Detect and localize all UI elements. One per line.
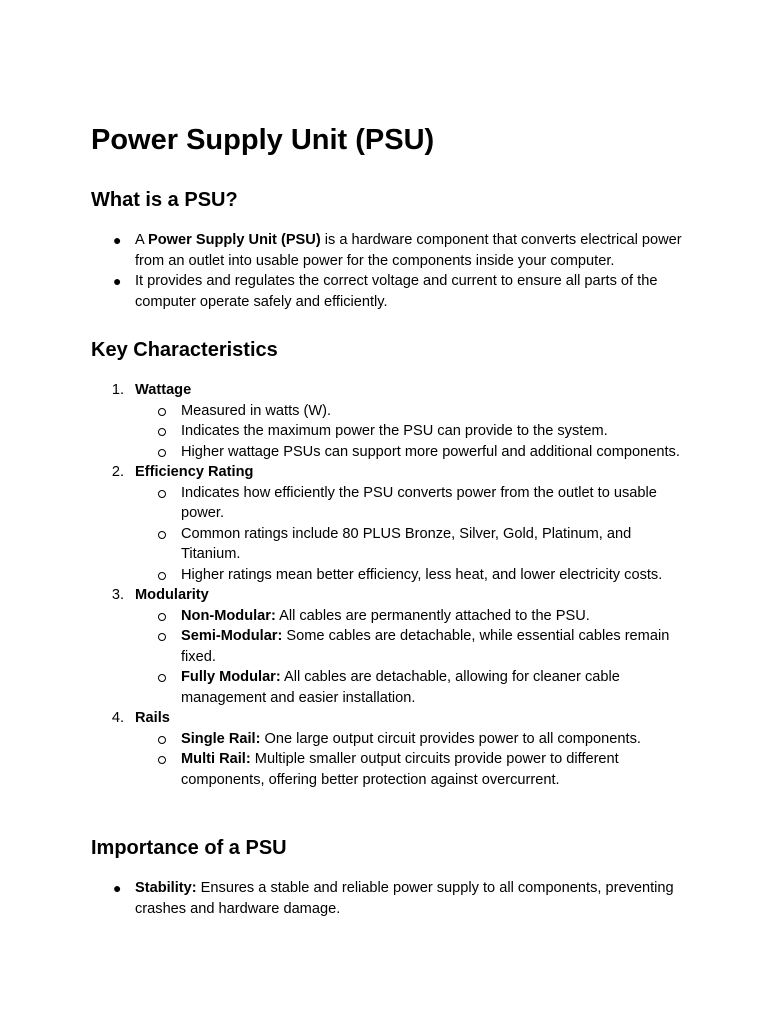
- circle-bullet-icon: [158, 756, 166, 764]
- circle-bullet-icon: [158, 490, 166, 498]
- list-item: ● It provides and regulates the correct voltage and current to ensure all parts of the computer operate safely and efficiently.: [113, 273, 658, 310]
- list-item: ● A Power Supply Unit (PSU) is a hardware component that converts electrical power from an outlet into usable power for the components inside your computer.: [113, 232, 682, 269]
- sub-list-item: Indicates the maximum power the PSU can provide to the system.: [91, 421, 691, 442]
- sub-list-item: Higher ratings mean better efficiency, less heat, and lower electricity costs.: [91, 565, 691, 586]
- page-title: Power Supply Unit (PSU): [91, 124, 435, 156]
- circle-bullet-icon: [158, 613, 166, 621]
- key-list: [91, 380, 691, 790]
- circle-bullet-icon: [158, 531, 166, 539]
- bullet-icon: ●: [113, 880, 122, 896]
- list-number: 4.: [111, 710, 124, 726]
- sub-list-item: Common ratings include 80 PLUS Bronze, Silver, Gold, Platinum, and Titanium.: [91, 524, 691, 565]
- section-heading-importance: Importance of a PSU: [91, 837, 287, 859]
- sub-list-item: Single Rail: One large output circuit provides power to all components.: [91, 729, 691, 750]
- sub-list-item: Measured in watts (W).: [91, 401, 691, 422]
- sub-list-item: Indicates how efficiently the PSU converts power from the outlet to usable power.: [91, 483, 691, 524]
- circle-bullet-icon: [158, 633, 166, 641]
- circle-bullet-icon: [158, 449, 166, 457]
- circle-bullet-icon: [158, 408, 166, 416]
- list-item-rails: 4. Rails: [91, 708, 691, 729]
- list-item-wattage: 1. Wattage: [91, 380, 691, 401]
- bullet-icon: ●: [113, 232, 122, 248]
- list-number: 2.: [111, 464, 124, 480]
- circle-bullet-icon: [158, 736, 166, 744]
- circle-bullet-icon: [158, 674, 166, 682]
- list-item-modularity: 3. Modularity: [91, 585, 691, 606]
- section-heading-what: What is a PSU?: [91, 189, 238, 211]
- list-item: ● Stability: Ensures a stable and reliable power supply to all components, preventing crashes and hardware damage.: [113, 880, 674, 917]
- circle-bullet-icon: [158, 572, 166, 580]
- section-heading-key: Key Characteristics: [91, 339, 278, 361]
- what-list: [91, 230, 691, 312]
- list-item-efficiency: 2. Efficiency Rating: [91, 462, 691, 483]
- sub-list-item: Non-Modular: All cables are permanently attached to the PSU.: [91, 606, 691, 627]
- bullet-icon: ●: [113, 273, 122, 289]
- circle-bullet-icon: [158, 428, 166, 436]
- sub-list-item: Higher wattage PSUs can support more powerful and additional components.: [91, 442, 691, 463]
- importance-list: [91, 878, 691, 919]
- list-number: 3.: [111, 587, 124, 603]
- list-number: 1.: [111, 382, 124, 398]
- sub-list-item: Semi-Modular: Some cables are detachable, while essential cables remain fixed.: [91, 626, 691, 667]
- sub-list-item: Fully Modular: All cables are detachable, allowing for cleaner cable management and easier installation.: [91, 667, 691, 708]
- sub-list-item: Multi Rail: Multiple smaller output circuits provide power to different components, offering better protection against overcurrent.: [91, 749, 691, 790]
